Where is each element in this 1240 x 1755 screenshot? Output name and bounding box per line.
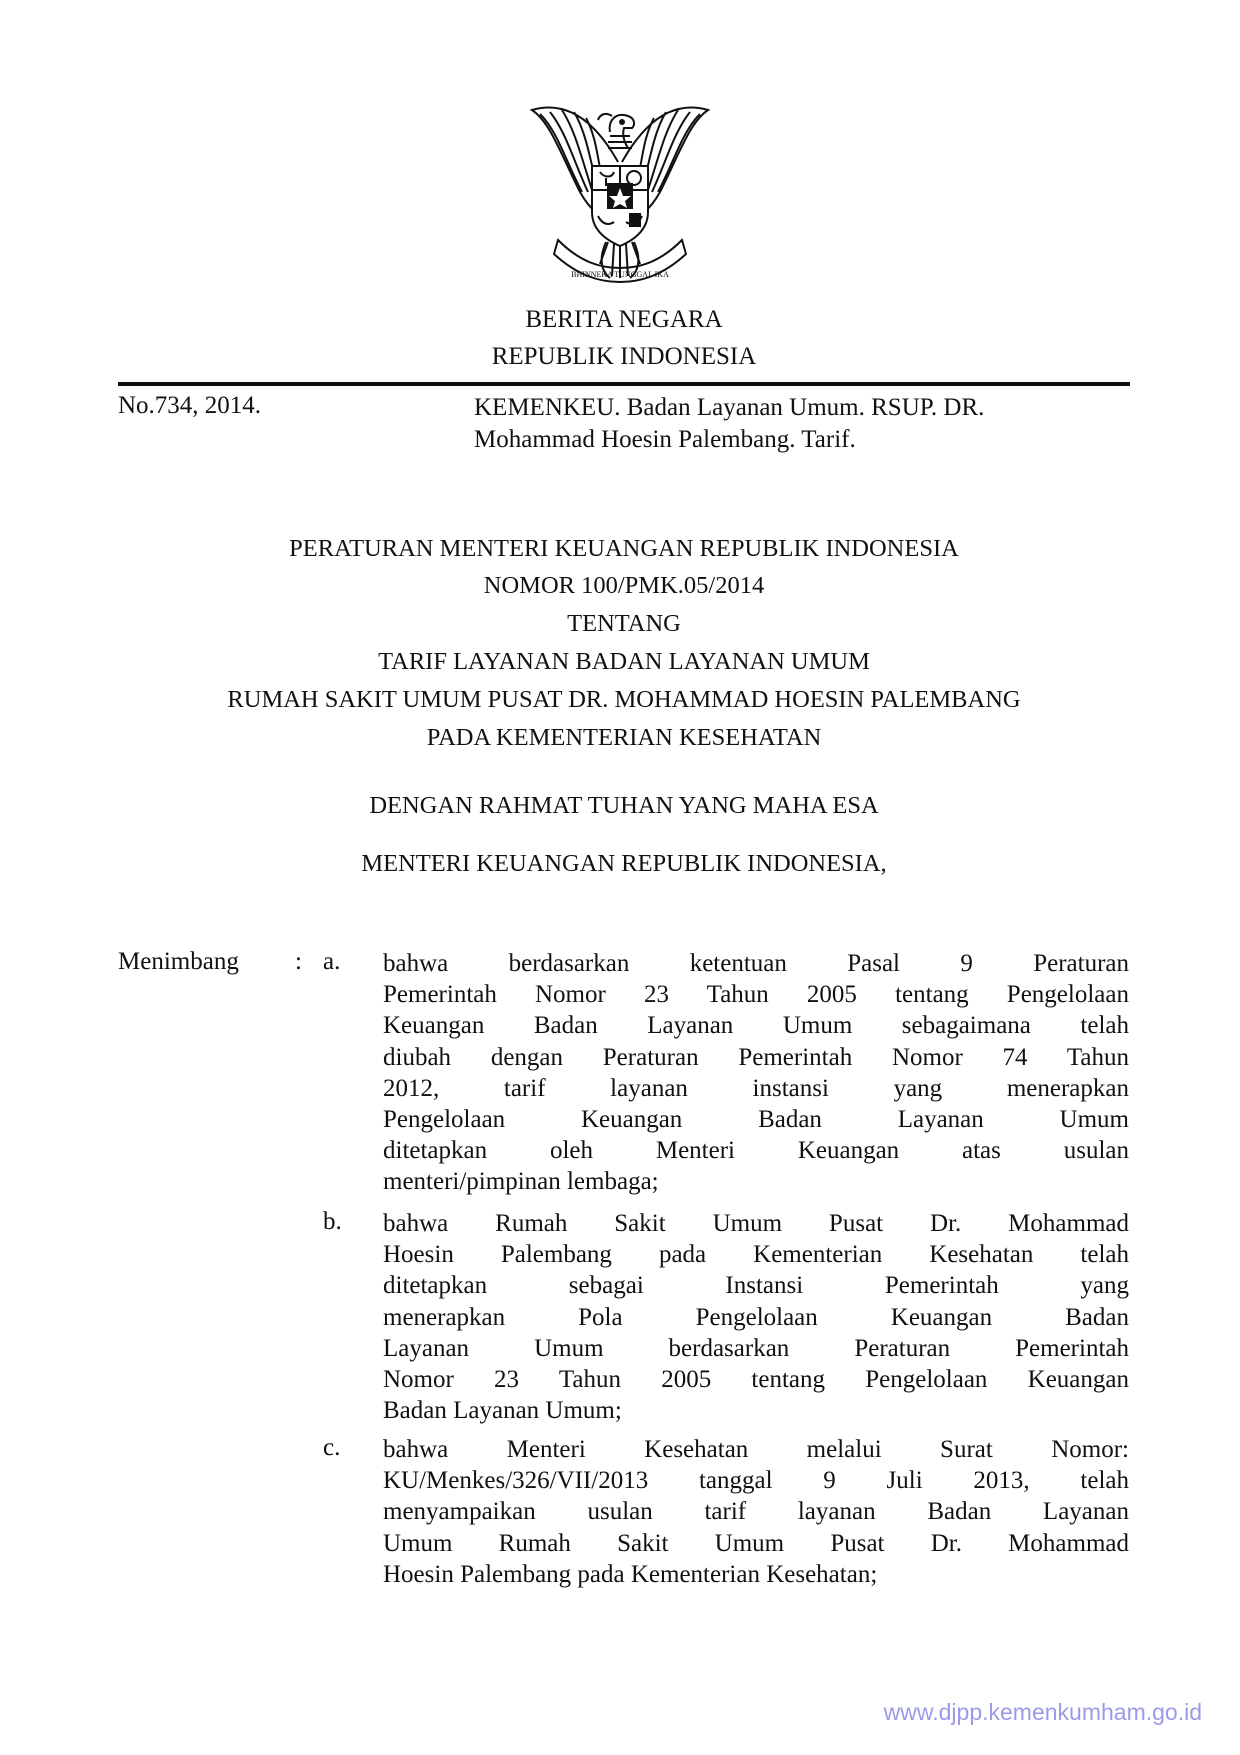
consideration-c (383, 1434, 1129, 1590)
text-line: menteri/pimpinan lembaga; (383, 1168, 659, 1196)
text-line: Keuangan Badan Layanan Umum sebagaimana telah (383, 1012, 1129, 1040)
text-line: menerapkan Pola Pengelolaan Keuangan Badan (383, 1303, 1129, 1331)
preamble-rahmat: DENGAN RAHMAT TUHAN YANG MAHA ESA (369, 792, 879, 819)
text-line: diubah dengan Peraturan Pemerintah Nomor 74 Tahun (383, 1043, 1129, 1071)
text-line: Nomor 23 Tahun 2005 tentang Pengelolaan Keuangan (383, 1365, 1129, 1393)
subject-line: KEMENKEU. Badan Layanan Umum. RSUP. DR. (474, 394, 985, 421)
menimbang-colon: : (295, 948, 302, 975)
text-line: bahwa Menteri Kesehatan melalui Surat Nomor: (383, 1436, 1129, 1463)
regulation-title: PERATURAN MENTERI KEUANGAN REPUBLIK INDONESIA (289, 535, 959, 562)
text-line: 2012, tarif layanan instansi yang menerapkan (383, 1074, 1129, 1102)
subject-line: Mohammad Hoesin Palembang. Tarif. (474, 426, 856, 453)
item-letter-a: a. (323, 948, 341, 975)
header-republik-indonesia: REPUBLIK INDONESIA (491, 343, 757, 370)
regulation-subject-line: PADA KEMENTERIAN KESEHATAN (426, 724, 822, 751)
item-letter-b: b. (323, 1208, 342, 1235)
document-number: No.734, 2014. (118, 392, 262, 419)
text-line: ditetapkan sebagai Instansi Pemerintah yang (383, 1272, 1129, 1300)
regulation-subject-line: TARIF LAYANAN BADAN LAYANAN UMUM (378, 648, 870, 675)
item-letter-c: c. (323, 1434, 341, 1461)
garuda-pancasila-icon (520, 92, 720, 302)
text-line: KU/Menkes/326/VII/2013 tanggal 9 Juli 2013, telah (383, 1467, 1129, 1495)
regulation-subject-line: RUMAH SAKIT UMUM PUSAT DR. MOHAMMAD HOESIN PALEMBANG (227, 686, 1021, 713)
consideration-b (383, 1208, 1129, 1426)
footer-website-link[interactable]: www.djpp.kemenkumham.go.id (883, 1699, 1202, 1725)
regulation-number: NOMOR 100/PMK.05/2014 (483, 572, 765, 599)
text-line: bahwa Rumah Sakit Umum Pusat Dr. Mohammad (383, 1210, 1129, 1237)
text-line: Pemerintah Nomor 23 Tahun 2005 tentang Pengelolaan (383, 981, 1129, 1009)
text-line: menyampaikan usulan tarif layanan Badan Layanan (383, 1498, 1129, 1526)
preamble-menteri: MENTERI KEUANGAN REPUBLIK INDONESIA, (361, 850, 887, 877)
text-line: ditetapkan oleh Menteri Keuangan atas usulan (383, 1137, 1129, 1165)
text-line: Pengelolaan Keuangan Badan Layanan Umum (383, 1105, 1129, 1133)
text-line: Umum Rumah Sakit Umum Pusat Dr. Mohammad (383, 1529, 1129, 1557)
menimbang-label: Menimbang (118, 948, 239, 975)
text-line: bahwa berdasarkan ketentuan Pasal 9 Peraturan (383, 950, 1129, 977)
regulation-tentang: TENTANG (567, 610, 681, 637)
consideration-a (383, 948, 1129, 1198)
text-line: Badan Layanan Umum; (383, 1397, 622, 1425)
text-line: Hoesin Palembang pada Kementerian Kesehatan; (383, 1560, 878, 1588)
emblem-motto: BHINNEKA TUNGGAL IKA (571, 270, 669, 279)
text-line: Hoesin Palembang pada Kementerian Kesehatan telah (383, 1241, 1129, 1269)
header-divider (118, 382, 1130, 386)
document-subject (474, 392, 1130, 456)
garuda-emblem (520, 92, 720, 302)
header-berita-negara: BERITA NEGARA (525, 306, 723, 333)
text-line: Layanan Umum berdasarkan Peraturan Pemerintah (383, 1334, 1129, 1362)
